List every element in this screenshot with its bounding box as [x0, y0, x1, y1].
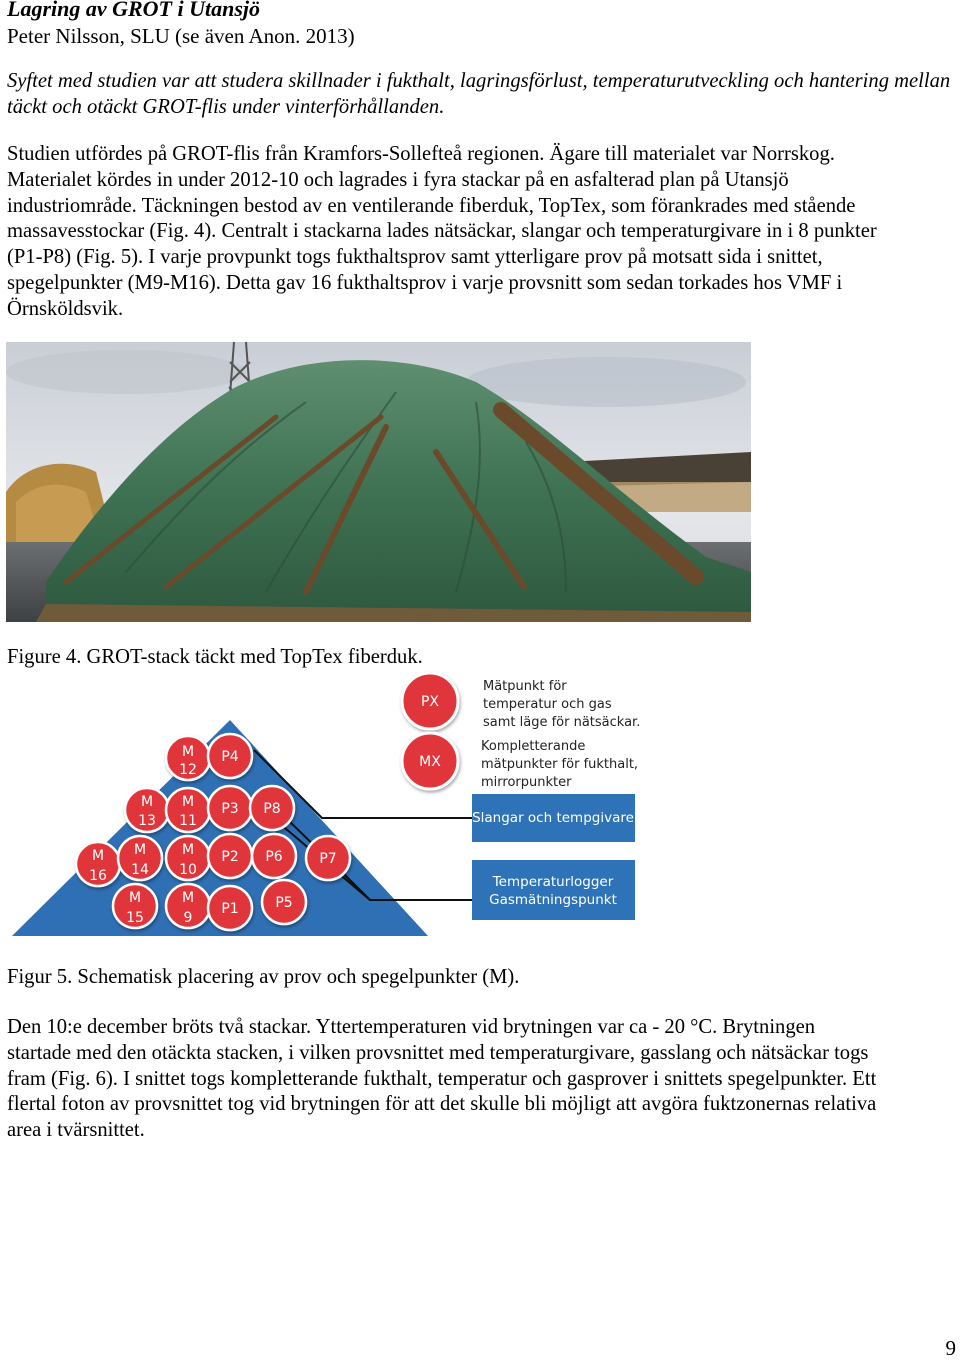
figure4-caption: Figure 4. GROT-stack täckt med TopTex fiberduk.: [7, 646, 423, 668]
node-label: M: [181, 842, 195, 858]
node-label: M: [181, 890, 195, 906]
legend-mx-label: MX: [419, 754, 441, 770]
node-label: 16: [89, 868, 107, 884]
node-label: M: [91, 848, 105, 864]
legend-bar-logger: [472, 860, 635, 920]
text-line: fram (Fig. 6). I snittet togs kompletterande fukthalt, temperatur och gasprover i snittets spegelpunkter. Ett: [7, 1067, 877, 1090]
text-line: flertal foton av provsnittet tog vid brytningen för att det skulle bli möjligt att avgöra fuktzonernas relativa: [7, 1093, 877, 1116]
document-title: Lagring av GROT i Utansjö: [7, 0, 261, 21]
author-line: Peter Nilsson, SLU (se även Anon. 2013): [7, 24, 355, 48]
stack-photo: [6, 342, 751, 622]
node-label: 11: [179, 813, 197, 829]
node-label: 12: [179, 762, 197, 778]
node-label: 13: [138, 813, 156, 829]
legend-mx-desc: mirrorpunkter: [481, 775, 572, 790]
node-label: M: [140, 794, 154, 810]
node-label: P8: [263, 801, 281, 817]
node-label: P6: [265, 849, 283, 865]
result-paragraph: [7, 1015, 957, 1144]
legend-bar-label: Gasmätningspunkt: [489, 892, 617, 908]
legend-px-label: PX: [420, 694, 440, 710]
node-label: M: [181, 744, 195, 760]
placement-schematic: [0, 670, 660, 945]
node-label: M: [128, 890, 142, 906]
text-line: Den 10:e december bröts två stackar. Yttertemperaturen vid brytningen var ca - 20 °C. Brytningen: [7, 1016, 816, 1038]
text-line: massavesstockar (Fig. 4). Centralt i stackarna lades nätsäckar, slangar och temperaturgivare in i 8 punkter: [7, 220, 877, 243]
text-line: spegelpunkter (M9-M16). Detta gav 16 fukthaltsprov i varje provsnitt som sedan torkades hos VMF i: [7, 271, 843, 294]
legend-px-desc: Mätpunkt för: [483, 679, 567, 694]
method-paragraph: [7, 142, 957, 323]
text-line: startade med den otäckta stacken, i vilken provsnittet med temperaturgivare, gasslang och nätsäckar togs: [7, 1041, 869, 1064]
legend-px-desc: temperatur och gas: [483, 697, 612, 712]
text-line: Studien utfördes på GROT-flis från Kramfors-Sollefteå regionen. Ägare till materialet var Norrskog.: [7, 143, 835, 165]
node-label: 14: [131, 862, 149, 878]
node-label: P7: [319, 851, 337, 867]
node-label: M: [181, 794, 195, 810]
legend-px-desc: samt läge för nätsäckar.: [483, 715, 641, 730]
node-label: P4: [221, 749, 239, 765]
legend-mx-desc: mätpunkter för fukthalt,: [481, 757, 639, 772]
node-label: 15: [126, 910, 144, 926]
legend-mx-desc: Kompletterande: [481, 739, 586, 754]
schematic-diagram: [0, 670, 660, 945]
text-line: Materialet kördes in under 2012-10 och lagrades i fyra stackar på en asfalterad plan på Utansjö: [7, 168, 789, 191]
node-label: P5: [275, 895, 293, 911]
figure5-caption: Figur 5. Schematisk placering av prov och spegelpunkter (M).: [7, 966, 520, 988]
covered-stack-illustration: [6, 342, 751, 622]
text-line: area i tvärsnittet.: [7, 1119, 145, 1142]
page-number: 9: [945, 1336, 956, 1360]
purpose-paragraph: Syftet med studien var att studera skillnader i fukthalt, lagringsförlust, temperaturutveckling och hantering mellan täckt och otäckt GROT-flis under vinterförhållanden.: [7, 70, 951, 118]
text-line: Örnsköldsvik.: [7, 297, 124, 320]
text-line: industriområde. Täckningen bestod av en ventilerande fiberduk, TopTex, som förankrades med stående: [7, 194, 856, 217]
node-label: P3: [221, 801, 239, 817]
legend-bar-label: Slangar och tempgivare: [472, 810, 634, 826]
node-label: P2: [221, 849, 239, 865]
node-label: 9: [183, 910, 193, 926]
legend-bar-label: Temperaturlogger: [492, 874, 614, 890]
text-line: (P1-P8) (Fig. 5). I varje provpunkt togs fukthaltsprov samt ytterligare prov på motsatt sida i snittet,: [7, 246, 823, 269]
node-label: P1: [221, 901, 239, 917]
node-label: 10: [179, 862, 197, 878]
node-label: M: [133, 842, 147, 858]
